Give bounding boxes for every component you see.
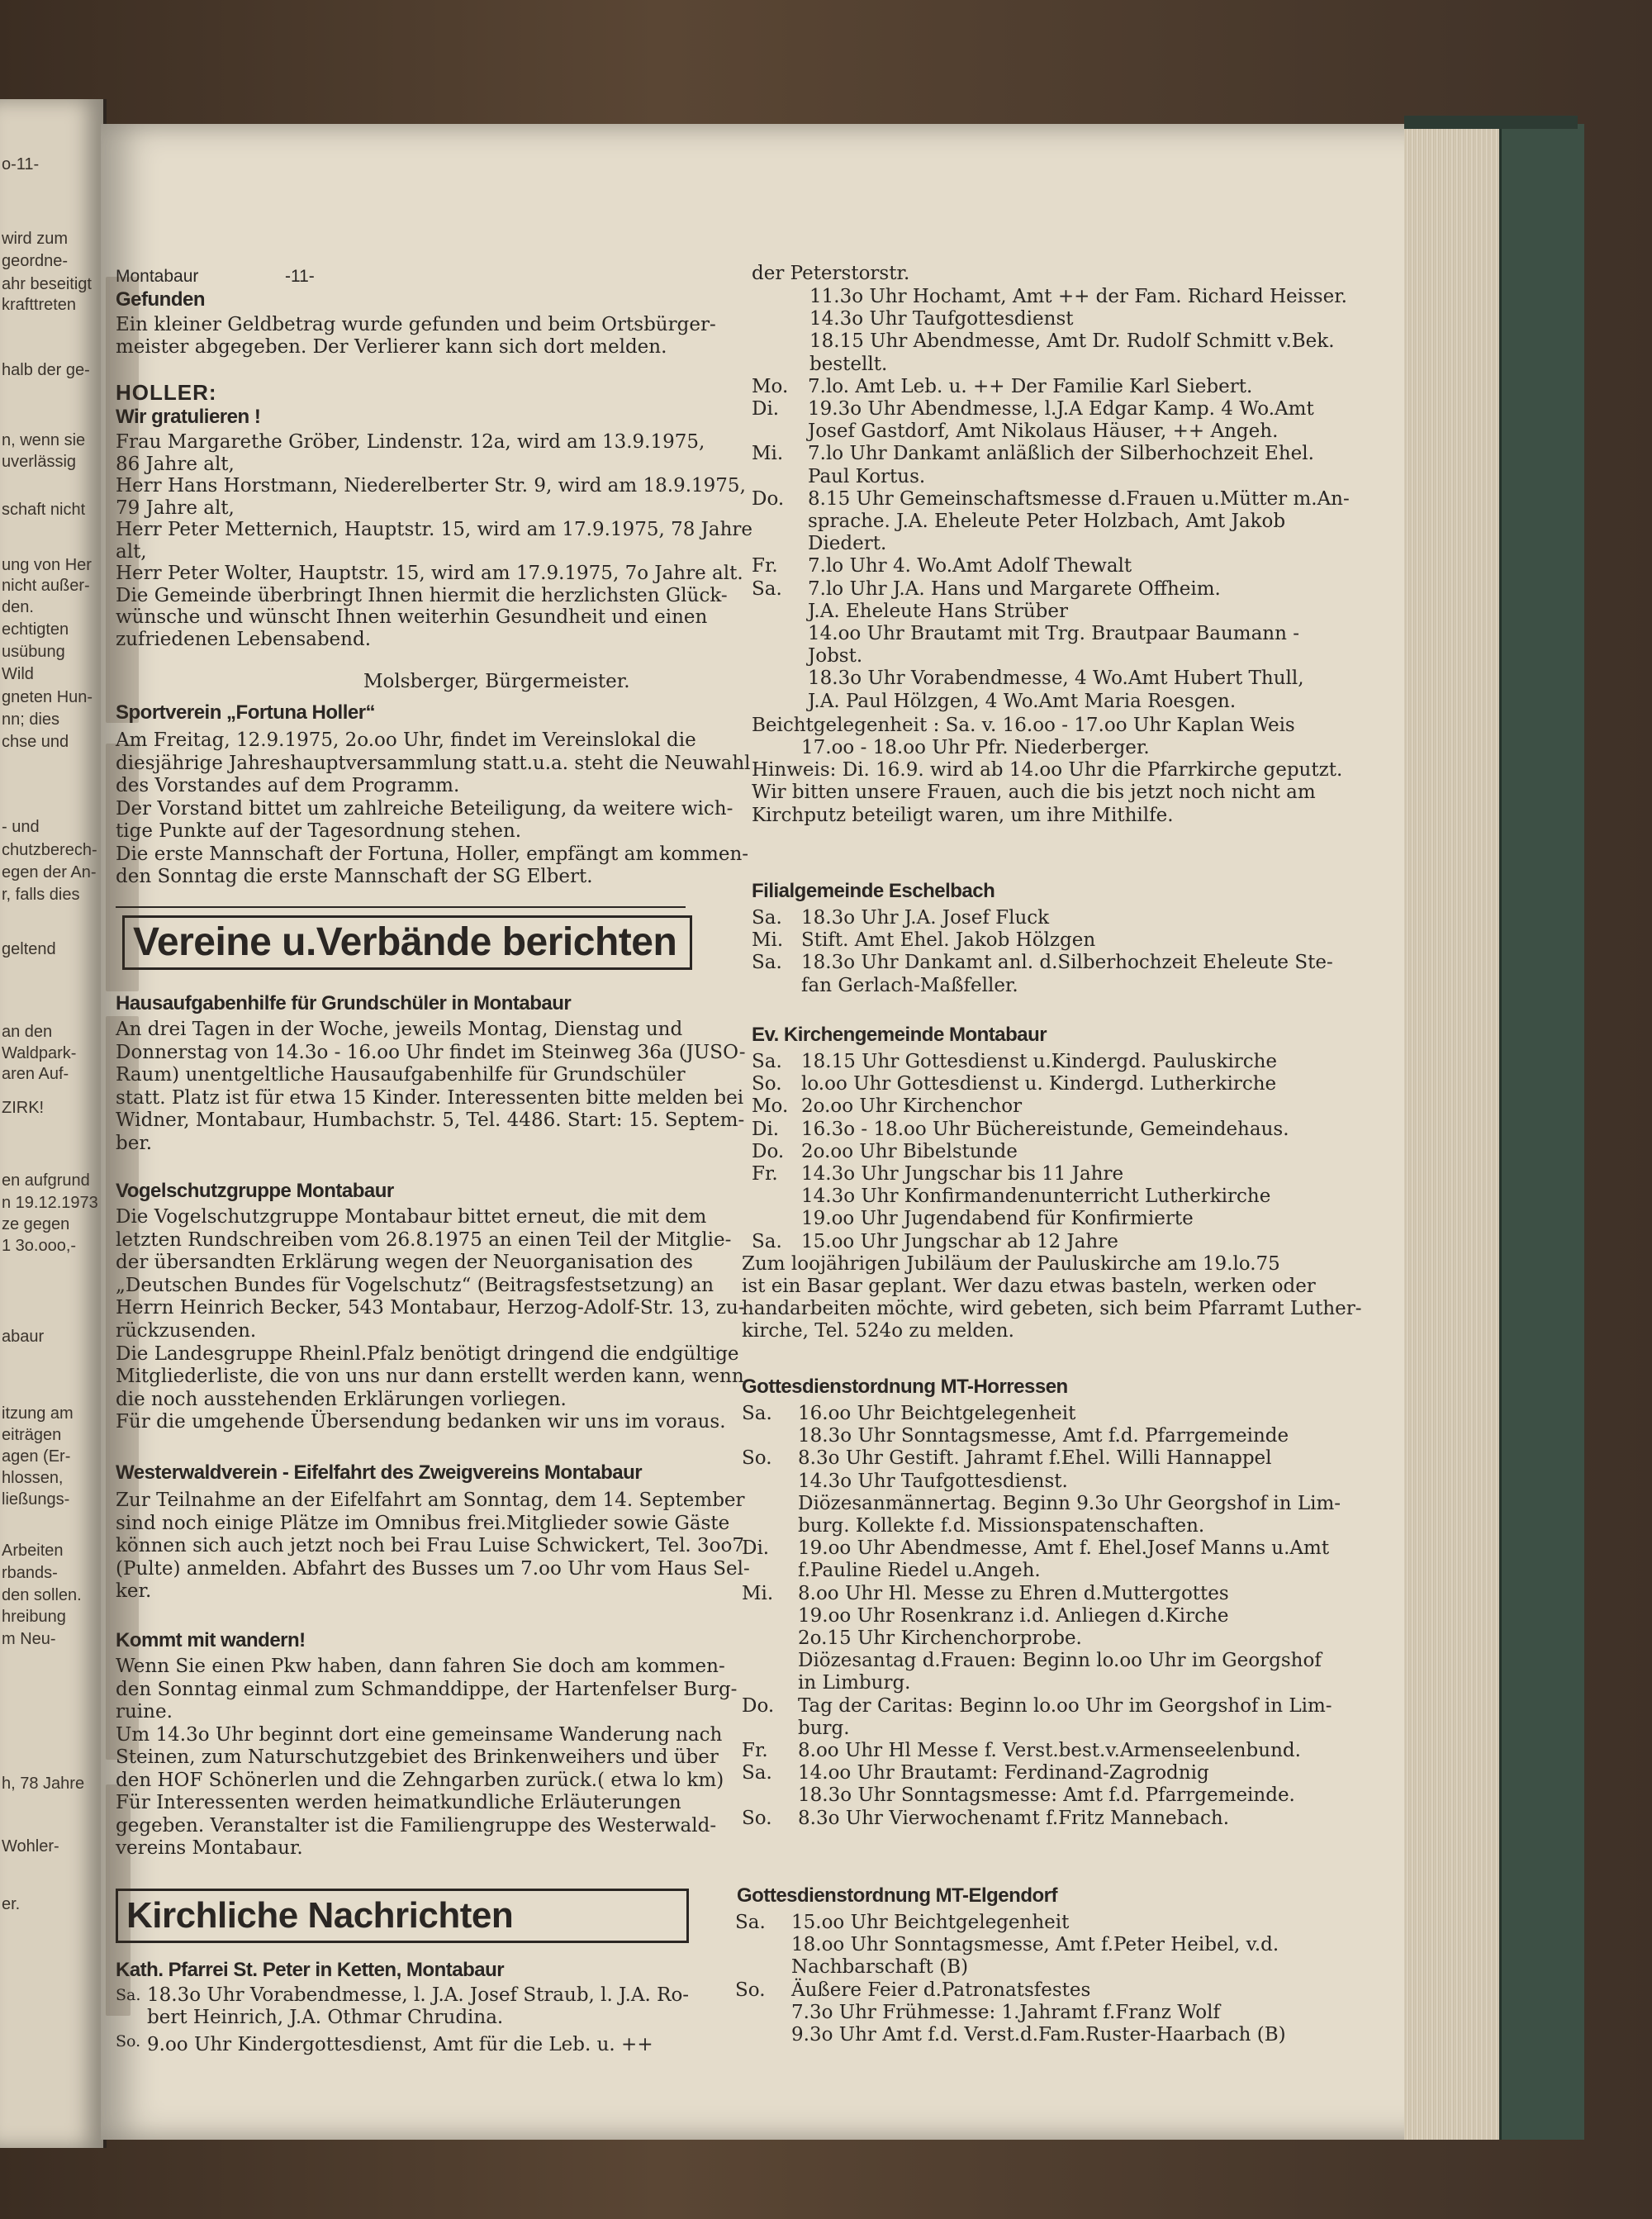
schedule-entry-line: 8.15 Uhr Gemeinschaftsmesse d.Frauen u.Mütter m.An-: [808, 487, 1350, 510]
holler-text-line: Die Gemeinde überbringt Ihnen hiermit die herzlichsten Glück-: [116, 584, 728, 606]
facing-page-text-line: o-11-: [2, 155, 40, 173]
horressen-day-label: So.: [742, 1447, 772, 1470]
vogelschutz-text-line: letzten Rundschreiben vom 26.8.1975 an einen Teil der Mitglie-: [116, 1228, 732, 1251]
facing-page-left: [0, 99, 107, 2148]
facing-page-text-line: an den: [2, 1023, 53, 1041]
facing-page-text-line: geltend: [2, 940, 56, 958]
page-edges: [1404, 124, 1503, 2140]
horressen-entry-line: Tag der Caritas: Beginn lo.oo Uhr im Georgshof in Lim-: [798, 1694, 1332, 1717]
beichte-text-line: 17.oo - 18.oo Uhr Pfr. Niederberger.: [801, 737, 1150, 758]
wandern-text-line: vereins Montabaur.: [116, 1837, 303, 1859]
wandern-text-line: Wenn Sie einen Pkw haben, dann fahren Sie doch am kommen-: [116, 1656, 725, 1677]
horressen-entry-line: 19.oo Uhr Rosenkranz i.d. Anliegen d.Kirche: [798, 1604, 1229, 1627]
hinweis-text-line: Kirchputz beteiligt waren, um ihre Mithilfe.: [752, 804, 1174, 826]
ev-kirche-day-label: Fr.: [752, 1163, 778, 1185]
horressen-day-label: Do.: [742, 1694, 775, 1717]
ev-kirche-day-label: Do.: [752, 1140, 785, 1162]
hausaufgabenhilfe-text-line: Raum) unentgeltliche Hausaufgabenhilfe für Grundschüler: [116, 1064, 686, 1086]
ev-kirche-entry-line: 18.15 Uhr Gottesdienst u.Kindergd. Pauluskirche: [801, 1051, 1278, 1072]
horressen-entry-line: 19.oo Uhr Abendmesse, Amt f. Ehel.Josef Manns u.Amt: [798, 1537, 1330, 1560]
facing-page-text-line: gneten Hun-: [2, 688, 93, 706]
horressen-entry-line: f.Pauline Riedel u.Angeh.: [798, 1560, 1041, 1582]
sportverein-text-line: tige Punkte auf der Tagesordnung stehen.: [116, 820, 522, 842]
facing-page-text-line: abaur: [2, 1328, 45, 1346]
facing-page-text-line: krafttreten: [2, 296, 77, 314]
schedule-entry-line: 14.oo Uhr Brautamt mit Trg. Brautpaar Baumann -: [808, 623, 1300, 644]
facing-page-text-line: n, wenn sie: [2, 431, 86, 449]
elgendorf-day-label: Sa.: [735, 1912, 766, 1933]
horressen-day-label: Di.: [742, 1537, 770, 1560]
ev-kirche-day-label: Sa.: [752, 1051, 782, 1072]
facing-page-text-line: Arbeiten: [2, 1542, 64, 1560]
horressen-entry-line: 14.3o Uhr Taufgottesdienst.: [798, 1470, 1068, 1492]
wandern-text-line: den HOF Schönerlen und die Zehngarben zurück.( etwa lo km): [116, 1769, 724, 1791]
ev-kirche-entry-line: 16.3o - 18.oo Uhr Büchereistunde, Gemeindehaus.: [801, 1118, 1289, 1140]
horressen-entry-line: 14.oo Uhr Brautamt: Ferdinand-Zagrodnig: [798, 1762, 1209, 1784]
section-title-vogelschutz: Vogelschutzgruppe Montabaur: [116, 1180, 394, 1202]
westerwaldverein-text-line: (Pulte) anmelden. Abfahrt des Busses um 7.oo Uhr vom Haus Sel-: [116, 1557, 750, 1580]
horressen-entry-line: 18.3o Uhr Sonntagsmesse: Amt f.d. Pfarrgemeinde.: [798, 1784, 1295, 1807]
holler-text-line: Herr Hans Horstmann, Niederelberter Str. 9, wird am 18.9.1975,: [116, 475, 746, 497]
sportverein-text-line: Am Freitag, 12.9.1975, 2o.oo Uhr, findet im Vereinslokal die: [116, 729, 696, 751]
pfarrei-day-label: Sa.: [116, 1986, 141, 2004]
facing-page-text-line: echtigten: [2, 620, 69, 639]
facing-page-text-line: h, 78 Jahre: [2, 1775, 85, 1793]
horressen-entry-line: in Limburg.: [798, 1672, 911, 1694]
ev-kirche-day-label: So.: [752, 1073, 782, 1095]
facing-page-text-line: er.: [2, 1895, 21, 1913]
horressen-entry-line: burg.: [798, 1717, 850, 1739]
ev-kirche-entry-line: lo.oo Uhr Gottesdienst u. Kindergd. Lutherkirche: [801, 1073, 1277, 1095]
facing-page-text-line: ung von Her: [2, 556, 92, 574]
schedule-entry-line: 7.lo Uhr Dankamt anläßlich der Silberhochzeit Ehel.: [808, 443, 1314, 465]
holler-text-line: alt,: [116, 540, 147, 563]
vogelschutz-text-line: „Deutschen Bundes für Vogelschutz“ (Beitragsfestsetzung) an: [116, 1274, 714, 1296]
facing-page-text-line: - und: [2, 818, 40, 836]
ev-kirche-entry-line: 19.oo Uhr Jugendabend für Konfirmierte: [801, 1208, 1194, 1230]
ev-kirche-day-label: Mo.: [752, 1095, 789, 1118]
wandern-text-line: gegeben. Veranstalter ist die Familiengruppe des Westerwald-: [116, 1814, 717, 1836]
schedule-entry-line: bestellt.: [809, 353, 888, 375]
facing-page-text-line: n 19.12.1973: [2, 1194, 98, 1212]
facing-page-text-line: wird zum: [2, 230, 69, 248]
section-title-holler: HOLLER:: [116, 380, 217, 405]
header-rule-vereine: [116, 906, 686, 908]
eschelbach-entry-line: Stift. Amt Ehel. Jakob Hölzgen: [801, 929, 1096, 952]
section-title-eschelbach: Filialgemeinde Eschelbach: [752, 880, 995, 902]
ev-kirche-note-line: ist ein Basar geplant. Wer dazu etwas basteln, werken oder: [742, 1276, 1316, 1297]
facing-page-text-line: ZIRK!: [2, 1099, 45, 1117]
facing-page-text-line: uverlässig: [2, 453, 77, 471]
facing-page-text-line: nn; dies: [2, 710, 60, 729]
horressen-entry-line: 8.oo Uhr Hl. Messe zu Ehren d.Muttergottes: [798, 1582, 1229, 1604]
schedule-entry-line: 14.3o Uhr Taufgottesdienst: [809, 308, 1074, 330]
ev-kirche-note-line: handarbeiten möchte, wird gebeten, sich beim Pfarramt Luther-: [742, 1298, 1362, 1320]
page-number: -11-: [285, 267, 315, 286]
ev-kirche-note-line: kirche, Tel. 524o zu melden.: [742, 1320, 1014, 1342]
hausaufgabenhilfe-text-line: Widner, Montabaur, Humbachstr. 5, Tel. 4486. Start: 15. Septem-: [116, 1110, 745, 1131]
section-title-hausaufgabenhilfe: Hausaufgabenhilfe für Grundschüler in Montabaur: [116, 992, 572, 1014]
holler-text-line: Herr Peter Wolter, Hauptstr. 15, wird am 17.9.1975, 7o Jahre alt.: [116, 563, 743, 584]
ev-kirche-entry-line: 14.3o Uhr Jungschar bis 11 Jahre: [801, 1163, 1124, 1185]
gefunden-text-line: meister abgegeben. Der Verlierer kann sich dort melden.: [116, 335, 667, 358]
westerwaldverein-text-line: Zur Teilnahme an der Eifelfahrt am Sonntag, dem 14. September: [116, 1490, 745, 1511]
elgendorf-entry-line: 18.oo Uhr Sonntagsmesse, Amt f.Peter Heibel, v.d.: [791, 1934, 1279, 1956]
holler-signature: Molsberger, Bürgermeister.: [363, 671, 630, 692]
facing-page-text-line: halb der ge-: [2, 361, 90, 379]
facing-page-text-line: chutzberech-: [2, 841, 97, 859]
facing-page-text-line: m Neu-: [2, 1630, 56, 1648]
section-title-pfarrei: Kath. Pfarrei St. Peter in Ketten, Montabaur: [116, 1959, 505, 1981]
continuation-text-line: der Peterstorstr.: [752, 263, 910, 284]
holler-text-line: wünsche und wünscht Ihnen weiterhin Gesundheit und einen: [116, 606, 708, 628]
holler-text-line: 86 Jahre alt,: [116, 453, 235, 475]
section-title-elgendorf: Gottesdienstordnung MT-Elgendorf: [737, 1884, 1057, 1907]
schedule-entry-line: J.A. Paul Hölzgen, 4 Wo.Amt Maria Roesgen.: [808, 690, 1237, 712]
elgendorf-day-label: So.: [735, 1979, 766, 2001]
sportverein-text-line: diesjährige Jahreshauptversammlung statt.u.a. steht die Neuwahl: [116, 752, 751, 774]
facing-page-text-line: Wohler-: [2, 1837, 59, 1856]
hinweis-text-line: Hinweis: Di. 16.9. wird ab 14.oo Uhr die Pfarrkirche geputzt.: [752, 759, 1343, 782]
book-cover-right: [1499, 124, 1584, 2140]
horressen-day-label: Sa.: [742, 1403, 772, 1424]
elgendorf-entry-line: 9.3o Uhr Amt f.d. Verst.d.Fam.Ruster-Haarbach (B): [791, 2024, 1286, 2046]
section-title-wandern: Kommt mit wandern!: [116, 1629, 306, 1651]
holler-text-line: Frau Margarethe Gröber, Lindenstr. 12a, wird am 13.9.1975,: [116, 431, 705, 453]
sportverein-text-line: Der Vorstand bittet um zahlreiche Beteiligung, da weitere wich-: [116, 797, 733, 820]
eschelbach-entry-line: 18.3o Uhr J.A. Josef Fluck: [801, 907, 1050, 929]
pfarrei-entry-line: bert Heinrich, J.A. Othmar Chrudina.: [147, 2007, 504, 2028]
sportverein-text-line: den Sonntag die erste Mannschaft der SG Elbert.: [116, 866, 593, 887]
schedule-day-label: Sa.: [752, 577, 782, 600]
horressen-entry-line: 2o.15 Uhr Kirchenchorprobe.: [798, 1627, 1082, 1649]
hausaufgabenhilfe-text-line: ber.: [116, 1132, 153, 1154]
horressen-entry-line: 18.3o Uhr Sonntagsmesse, Amt f.d. Pfarrgemeinde: [798, 1425, 1289, 1447]
section-title-ev-kirchengemeinde: Ev. Kirchengemeinde Montabaur: [752, 1024, 1047, 1046]
horressen-entry-line: 8.oo Uhr Hl Messe f. Verst.best.v.Armenseelenbund.: [798, 1740, 1301, 1761]
wandern-text-line: Für Interessenten werden heimatkundliche Erläuterungen: [116, 1792, 681, 1813]
vogelschutz-text-line: der übersandten Erklärung wegen der Neuorganisation des: [116, 1252, 693, 1274]
schedule-entry-line: 7.lo Uhr 4. Wo.Amt Adolf Thewalt: [808, 555, 1132, 577]
schedule-entry-line: Josef Gastdorf, Amt Nikolaus Häuser, ++ Angeh.: [808, 421, 1279, 443]
section-header-kirchliche: Kirchliche Nachrichten: [116, 1889, 689, 1943]
facing-page-text-line: agen (Er-: [2, 1447, 71, 1466]
horressen-entry-line: Diözesantag d.Frauen: Beginn lo.oo Uhr im Georgshof: [798, 1650, 1322, 1672]
ev-kirche-day-label: Sa.: [752, 1230, 782, 1252]
ev-kirche-day-label: Di.: [752, 1118, 780, 1140]
vogelschutz-text-line: Mitgliederliste, die von uns nur dann erstellt werden kann, wenn: [116, 1366, 744, 1388]
schedule-entry-line: Paul Kortus.: [808, 465, 926, 487]
ev-kirche-entry-line: 2o.oo Uhr Bibelstunde: [801, 1140, 1018, 1162]
schedule-entry-line: J.A. Eheleute Hans Strüber: [808, 600, 1068, 622]
schedule-day-label: Mo.: [752, 375, 789, 397]
eschelbach-entry-line: fan Gerlach-Maßfeller.: [801, 974, 1018, 996]
pfarrei-day-label: So.: [116, 2032, 141, 2050]
facing-page-text-line: rbands-: [2, 1564, 58, 1582]
facing-page-text-line: usübung: [2, 643, 65, 661]
section-title-horressen: Gottesdienstordnung MT-Horressen: [742, 1376, 1068, 1398]
horressen-day-label: Fr.: [742, 1740, 768, 1761]
horressen-day-label: So.: [742, 1807, 772, 1829]
holler-text-line: 79 Jahre alt,: [116, 497, 235, 519]
schedule-day-label: Di.: [752, 398, 780, 420]
facing-page-text-line: hreibung: [2, 1608, 66, 1626]
binding-shadow-artifact: [106, 277, 139, 723]
elgendorf-entry-line: 7.3o Uhr Frühmesse: 1.Jahramt f.Franz Wolf: [791, 2001, 1220, 2023]
facing-page-text-line: den.: [2, 598, 34, 616]
vogelschutz-text-line: die noch ausstehenden Erklärungen vorliegen.: [116, 1388, 567, 1410]
binding-shadow-artifact: [106, 744, 139, 991]
section-title-gefunden: Gefunden: [116, 288, 205, 311]
elgendorf-entry-line: Äußere Feier d.Patronatsfestes: [791, 1979, 1091, 2001]
section-header-vereine: Vereine u.Verbände berichten: [122, 915, 692, 970]
ev-kirche-entry-line: 14.3o Uhr Konfirmandenunterricht Lutherkirche: [801, 1186, 1271, 1208]
elgendorf-entry-line: Nachbarschaft (B): [791, 1956, 969, 1979]
facing-page-text-line: egen der An-: [2, 863, 97, 881]
horressen-entry-line: 16.oo Uhr Beichtgelegenheit: [798, 1403, 1076, 1424]
wandern-text-line: den Sonntag einmal zum Schmanddippe, der Hartenfelser Burg-: [116, 1678, 738, 1700]
hausaufgabenhilfe-text-line: An drei Tagen in der Woche, jeweils Montag, Dienstag und: [116, 1019, 683, 1040]
wandern-text-line: Um 14.3o Uhr beginnt dort eine gemeinsame Wanderung nach: [116, 1723, 723, 1746]
facing-page-text-line: eiträgen: [2, 1426, 62, 1444]
holler-text-line: Herr Peter Metternich, Hauptstr. 15, wird am 17.9.1975, 78 Jahre: [116, 519, 753, 540]
horressen-entry-line: Diözesanmännertag. Beginn 9.3o Uhr Georgshof in Lim-: [798, 1492, 1341, 1514]
pfarrei-entry-line: 18.3o Uhr Vorabendmesse, l. J.A. Josef Straub, l. J.A. Ro-: [147, 1984, 690, 2006]
facing-page-text-line: nicht außer-: [2, 577, 90, 595]
eschelbach-day-label: Mi.: [752, 929, 784, 952]
vogelschutz-text-line: rückzusenden.: [116, 1320, 257, 1342]
section-title-westerwaldverein: Westerwaldverein - Eifelfahrt des Zweigvereins Montabaur: [116, 1461, 643, 1484]
binding-shadow-artifact: [106, 1784, 131, 2016]
facing-page-text-line: Waldpark-: [2, 1044, 77, 1062]
wandern-text-line: Steinen, zum Naturschutzgebiet des Brinkenweihers und über: [116, 1746, 719, 1768]
vogelschutz-text-line: Für die umgehende Übersendung bedanken wir uns im voraus.: [116, 1411, 726, 1433]
elgendorf-entry-line: 15.oo Uhr Beichtgelegenheit: [791, 1912, 1070, 1933]
schedule-entry-line: 19.3o Uhr Abendmesse, l.J.A Edgar Kamp. 4 Wo.Amt: [808, 398, 1314, 420]
ev-kirche-note-line: Zum loojährigen Jubiläum der Pauluskirche am 19.lo.75: [742, 1252, 1280, 1275]
hausaufgabenhilfe-text-line: statt. Platz ist für etwa 15 Kinder. Interessenten bitte melden bei: [116, 1086, 744, 1109]
facing-page-text-line: r, falls dies: [2, 886, 80, 904]
horressen-entry-line: 8.3o Uhr Gestift. Jahramt f.Ehel. Willi Hannappel: [798, 1447, 1272, 1470]
section-title-sportverein: Sportverein „Fortuna Holler“: [116, 701, 376, 724]
beichte-text-line: Beichtgelegenheit : Sa. v. 16.oo - 17.oo Uhr Kaplan Weis: [752, 714, 1295, 736]
facing-page-text-line: ze gegen: [2, 1215, 70, 1233]
horressen-day-label: Sa.: [742, 1762, 772, 1784]
vogelschutz-text-line: Herrn Heinrich Becker, 543 Montabaur, Herzog-Adolf-Str. 13, zu-: [116, 1297, 745, 1319]
schedule-entry-line: 7.lo Uhr J.A. Hans und Margarete Offheim.: [808, 577, 1221, 600]
ev-kirche-entry-line: 2o.oo Uhr Kirchenchor: [801, 1095, 1023, 1118]
eschelbach-entry-line: 18.3o Uhr Dankamt anl. d.Silberhochzeit Eheleute Ste-: [801, 952, 1333, 974]
westerwaldverein-text-line: können sich auch jetzt noch bei Frau Luise Schwickert, Tel. 3oo7: [116, 1535, 745, 1556]
horressen-entry-line: 8.3o Uhr Vierwochenamt f.Fritz Mannebach.: [798, 1807, 1230, 1829]
schedule-entry-line: Jobst.: [808, 645, 863, 668]
sportverein-text-line: des Vorstandes auf dem Programm.: [116, 775, 460, 796]
vogelschutz-text-line: Die Landesgruppe Rheinl.Pfalz benötigt dringend die endgültige: [116, 1342, 739, 1365]
westerwaldverein-text-line: sind noch einige Plätze im Omnibus frei.Mitglieder sowie Gäste: [116, 1512, 730, 1534]
schedule-entry-line: 18.15 Uhr Abendmesse, Amt Dr. Rudolf Schmitt v.Bek.: [809, 330, 1335, 353]
book-cover-top: [1404, 116, 1578, 129]
eschelbach-day-label: Sa.: [752, 952, 782, 974]
schedule-day-label: Fr.: [752, 555, 778, 577]
holler-text-line: zufriedenen Lebensabend.: [116, 628, 372, 650]
facing-page-text-line: geordne-: [2, 252, 69, 270]
schedule-entry-line: 11.3o Uhr Hochamt, Amt ++ der Fam. Richard Heisser.: [809, 286, 1347, 307]
schedule-entry-line: 18.3o Uhr Vorabendmesse, 4 Wo.Amt Hubert Thull,: [808, 668, 1304, 690]
facing-page-text-line: den sollen.: [2, 1586, 82, 1604]
binding-shadow-artifact: [106, 1016, 139, 1760]
hausaufgabenhilfe-text-line: Donnerstag von 14.3o - 16.oo Uhr findet im Steinweg 36a (JUSO-: [116, 1041, 746, 1063]
hinweis-text-line: Wir bitten unsere Frauen, auch die bis jetzt noch nicht am: [752, 782, 1316, 804]
facing-page-text-line: ahr beseitigt: [2, 275, 92, 293]
schedule-entry-line: Diedert.: [808, 533, 887, 555]
facing-page-text-line: hlossen,: [2, 1469, 64, 1487]
horressen-day-label: Mi.: [742, 1582, 774, 1604]
facing-page-text-line: en aufgrund: [2, 1171, 90, 1190]
facing-page-text-line: itzung am: [2, 1404, 74, 1423]
wandern-text-line: ruine.: [116, 1701, 173, 1722]
section-subtitle-gratulation: Wir gratulieren !: [116, 406, 261, 428]
westerwaldverein-text-line: ker.: [116, 1580, 152, 1602]
page-header-place: Montabaur: [116, 267, 199, 286]
gefunden-text-line: Ein kleiner Geldbetrag wurde gefunden und beim Ortsbürger-: [116, 314, 716, 335]
ev-kirche-entry-line: 15.oo Uhr Jungschar ab 12 Jahre: [801, 1230, 1118, 1252]
facing-page-text-line: aren Auf-: [2, 1065, 69, 1083]
facing-page-text-line: Wild: [2, 665, 34, 683]
facing-page-text-line: chse und: [2, 733, 69, 751]
pfarrei-entry-line: 9.oo Uhr Kindergottesdienst, Amt für die Leb. u. ++: [147, 2034, 653, 2055]
eschelbach-day-label: Sa.: [752, 907, 782, 929]
schedule-day-label: Mi.: [752, 443, 784, 465]
facing-page-text-line: 1 3o.ooo,-: [2, 1237, 77, 1255]
horressen-entry-line: burg. Kollekte f.d. Missionspatenschaften.: [798, 1515, 1205, 1537]
sportverein-text-line: Die erste Mannschaft der Fortuna, Holler, empfängt am kommen-: [116, 843, 749, 865]
schedule-entry-line: sprache. J.A. Eheleute Peter Holzbach, Amt Jakob: [808, 511, 1286, 532]
schedule-day-label: Do.: [752, 487, 785, 510]
vogelschutz-text-line: Die Vogelschutzgruppe Montabaur bittet erneut, die mit dem: [116, 1206, 707, 1228]
facing-page-text-line: schaft nicht: [2, 501, 86, 519]
schedule-entry-line: 7.lo. Amt Leb. u. ++ Der Familie Karl Siebert.: [808, 375, 1253, 397]
facing-page-text-line: ließungs-: [2, 1490, 70, 1509]
